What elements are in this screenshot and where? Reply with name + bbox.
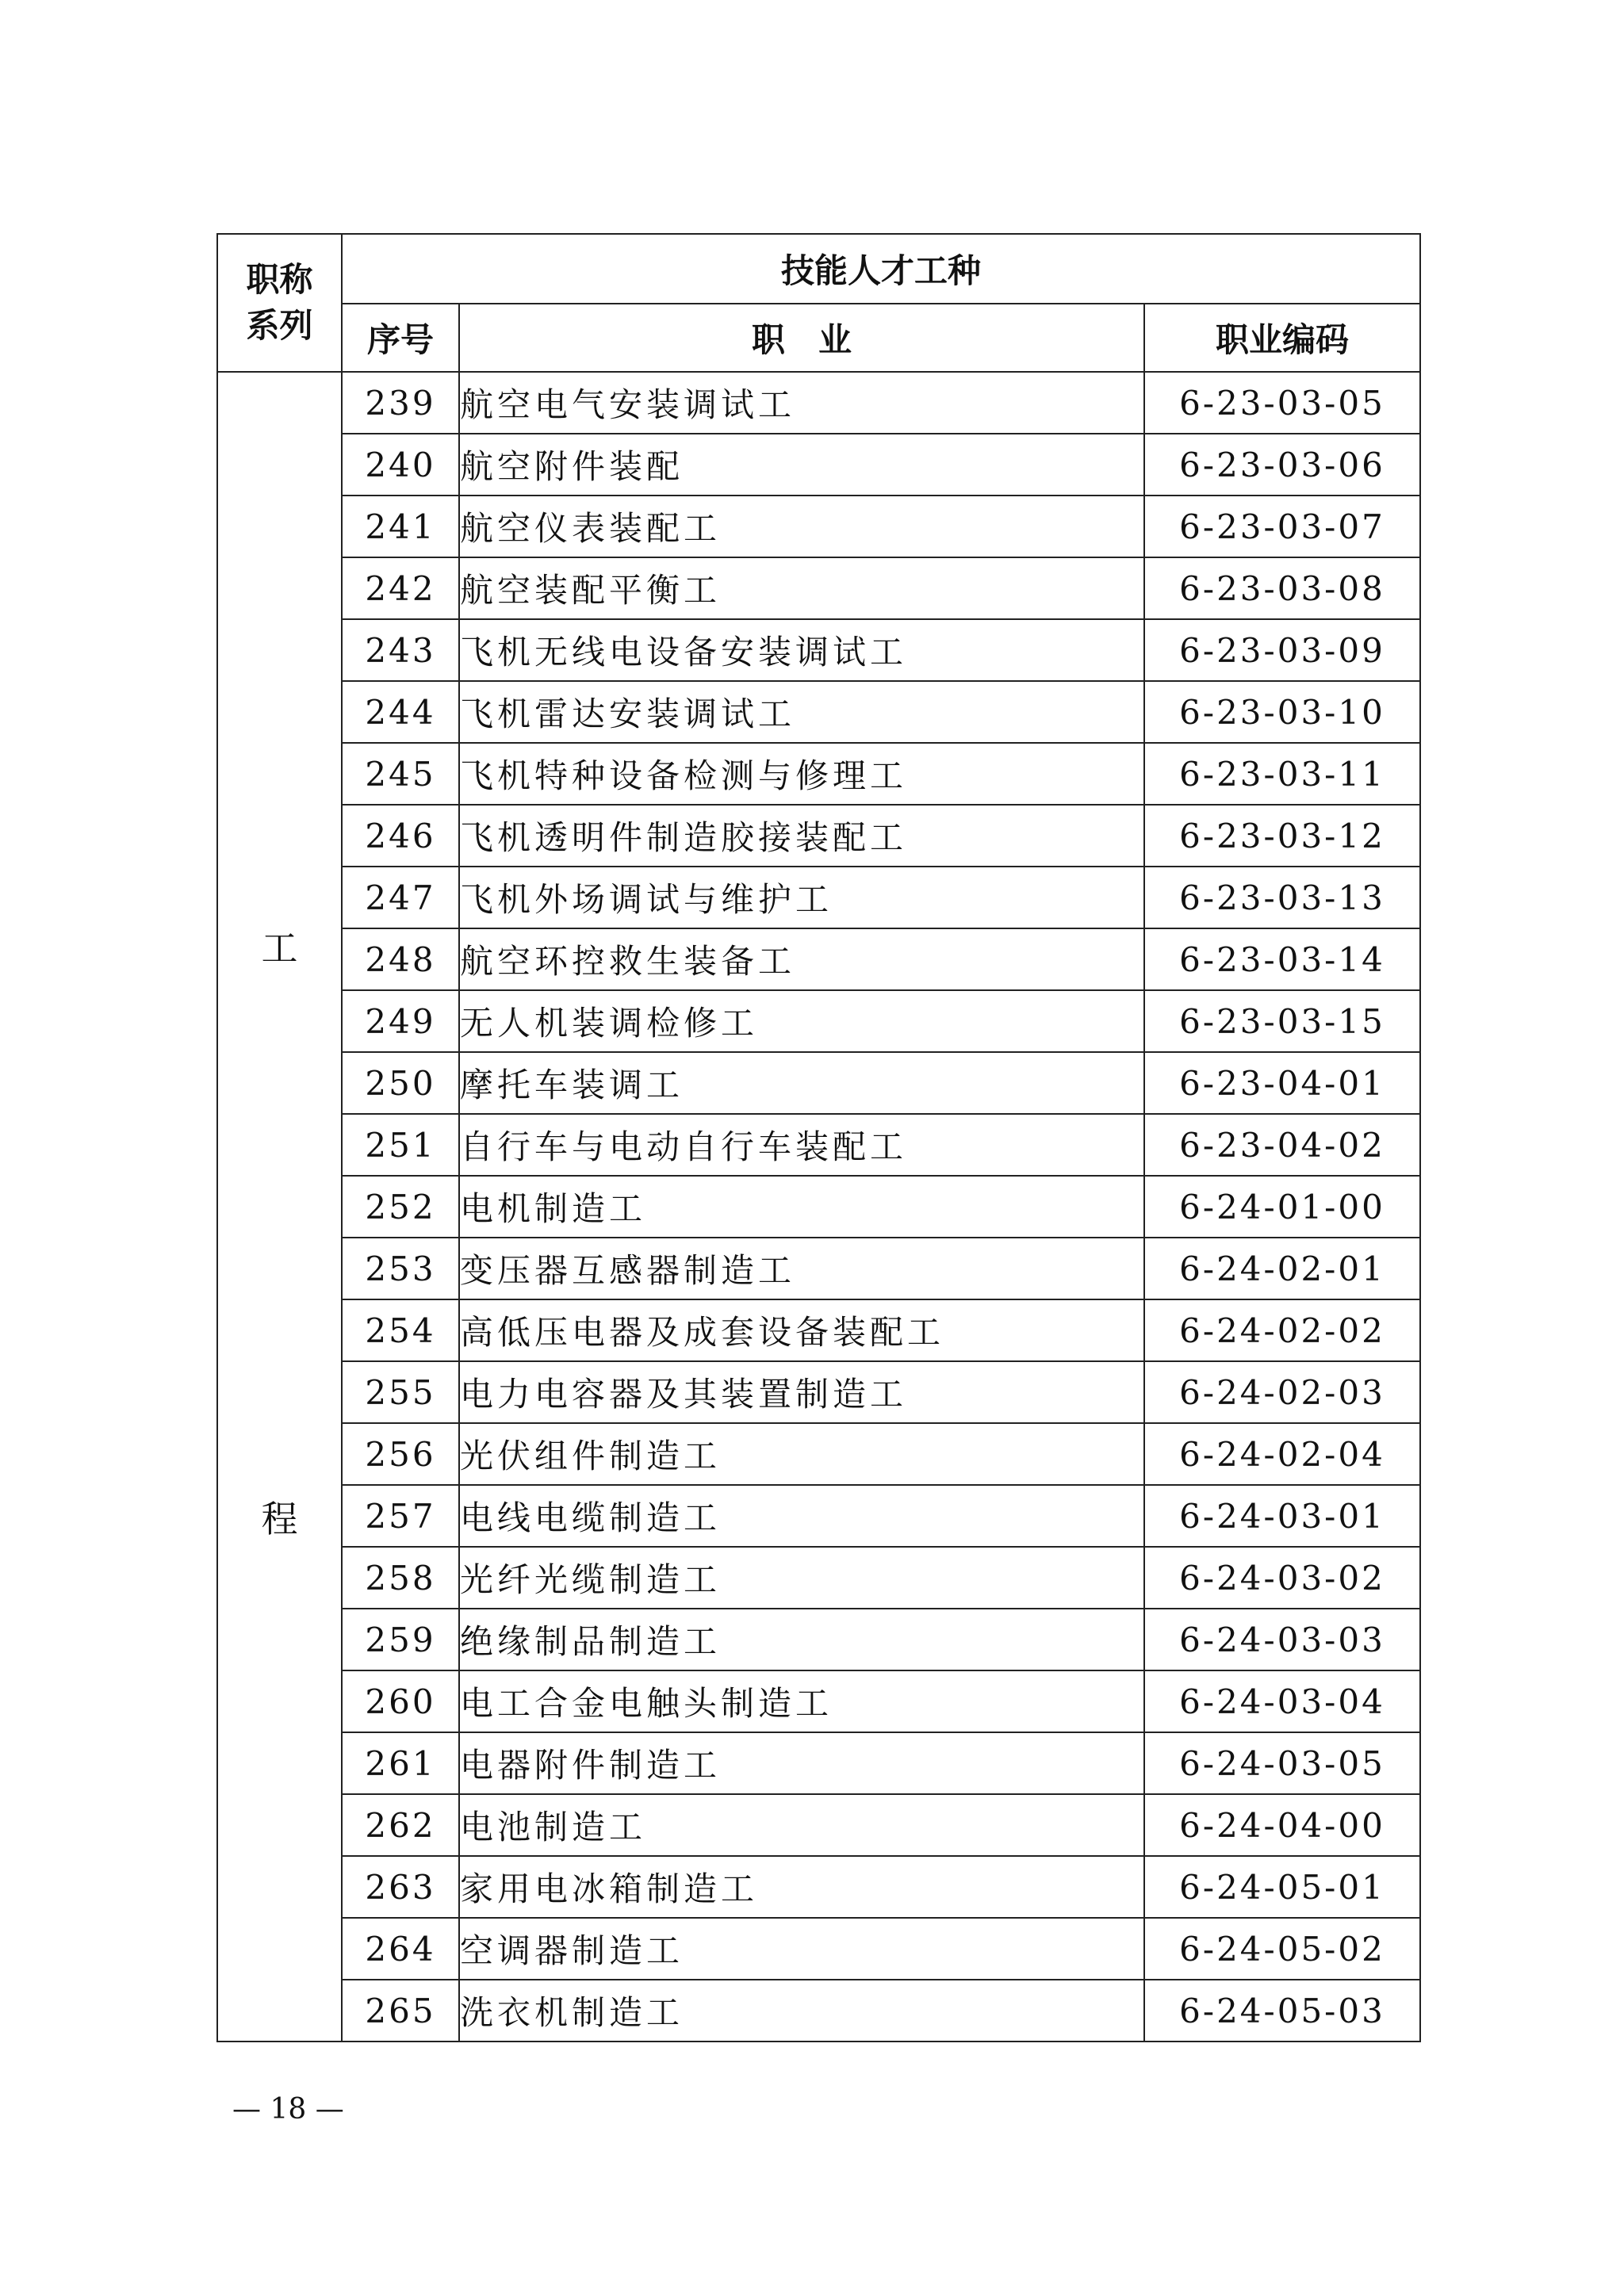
row-code: 6-23-03-09 bbox=[1144, 619, 1420, 681]
row-job: 飞机特种设备检测与修理工 bbox=[459, 743, 1144, 805]
occupation-table bbox=[216, 233, 1421, 2042]
row-job: 光纤光缆制造工 bbox=[459, 1547, 1144, 1609]
row-code: 6-24-05-02 bbox=[1144, 1918, 1420, 1980]
row-job: 航空环控救生装备工 bbox=[459, 928, 1144, 990]
row-job: 航空电气安装调试工 bbox=[459, 372, 1144, 434]
row-code: 6-23-04-02 bbox=[1144, 1114, 1420, 1176]
table-row bbox=[217, 496, 1420, 557]
row-job: 飞机雷达安装调试工 bbox=[459, 681, 1144, 743]
row-code: 6-23-03-06 bbox=[1144, 434, 1420, 496]
row-seq: 245 bbox=[342, 743, 459, 805]
table-row bbox=[217, 434, 1420, 496]
row-job: 飞机透明件制造胶接装配工 bbox=[459, 805, 1144, 867]
row-job: 光伏组件制造工 bbox=[459, 1423, 1144, 1485]
series-char-2: 程 bbox=[261, 1498, 298, 1540]
row-code: 6-24-03-04 bbox=[1144, 1670, 1420, 1732]
col-header-seq: 序号 bbox=[342, 304, 459, 372]
row-seq: 247 bbox=[342, 867, 459, 928]
row-job: 航空仪表装配工 bbox=[459, 496, 1144, 557]
row-code: 6-24-03-01 bbox=[1144, 1485, 1420, 1547]
table-row bbox=[217, 1794, 1420, 1856]
table-row bbox=[217, 619, 1420, 681]
row-job: 飞机无线电设备安装调试工 bbox=[459, 619, 1144, 681]
row-code: 6-23-03-12 bbox=[1144, 805, 1420, 867]
row-seq: 241 bbox=[342, 496, 459, 557]
row-code: 6-23-03-10 bbox=[1144, 681, 1420, 743]
table-row bbox=[217, 372, 1420, 434]
table-row bbox=[217, 1547, 1420, 1609]
row-seq: 253 bbox=[342, 1238, 459, 1299]
row-job: 电力电容器及其装置制造工 bbox=[459, 1361, 1144, 1423]
col-header-code: 职业编码 bbox=[1144, 304, 1420, 372]
row-code: 6-23-03-07 bbox=[1144, 496, 1420, 557]
row-seq: 244 bbox=[342, 681, 459, 743]
row-job: 电工合金电触头制造工 bbox=[459, 1670, 1144, 1732]
row-seq: 256 bbox=[342, 1423, 459, 1485]
table-row bbox=[217, 1732, 1420, 1794]
table-row bbox=[217, 1361, 1420, 1423]
table-row bbox=[217, 1299, 1420, 1361]
group-title: 技能人才工种 bbox=[342, 234, 1420, 304]
table-row bbox=[217, 805, 1420, 867]
series-header-line1: 职称 bbox=[246, 260, 313, 299]
row-seq: 258 bbox=[342, 1547, 459, 1609]
table-row bbox=[217, 990, 1420, 1052]
row-seq: 248 bbox=[342, 928, 459, 990]
row-seq: 255 bbox=[342, 1361, 459, 1423]
row-code: 6-24-02-02 bbox=[1144, 1299, 1420, 1361]
table-row bbox=[217, 1856, 1420, 1918]
row-code: 6-24-04-00 bbox=[1144, 1794, 1420, 1856]
row-job: 电机制造工 bbox=[459, 1176, 1144, 1238]
row-code: 6-24-03-02 bbox=[1144, 1547, 1420, 1609]
table-row bbox=[217, 1980, 1420, 2042]
row-code: 6-24-03-03 bbox=[1144, 1609, 1420, 1670]
table-row bbox=[217, 1609, 1420, 1670]
row-job: 航空装配平衡工 bbox=[459, 557, 1144, 619]
row-seq: 257 bbox=[342, 1485, 459, 1547]
row-code: 6-23-03-13 bbox=[1144, 867, 1420, 928]
series-header-line2: 系列 bbox=[246, 306, 313, 345]
table-row bbox=[217, 557, 1420, 619]
row-seq: 252 bbox=[342, 1176, 459, 1238]
series-cell bbox=[217, 372, 342, 2042]
row-job: 电线电缆制造工 bbox=[459, 1485, 1144, 1547]
row-code: 6-24-02-03 bbox=[1144, 1361, 1420, 1423]
row-seq: 263 bbox=[342, 1856, 459, 1918]
page-number: — 18 — bbox=[232, 2093, 344, 2126]
table-row bbox=[217, 928, 1420, 990]
table-row bbox=[217, 1485, 1420, 1547]
row-job: 电器附件制造工 bbox=[459, 1732, 1144, 1794]
table-row bbox=[217, 867, 1420, 928]
row-seq: 250 bbox=[342, 1052, 459, 1114]
row-seq: 260 bbox=[342, 1670, 459, 1732]
row-job: 变压器互感器制造工 bbox=[459, 1238, 1144, 1299]
row-seq: 254 bbox=[342, 1299, 459, 1361]
row-job: 空调器制造工 bbox=[459, 1918, 1144, 1980]
row-job: 自行车与电动自行车装配工 bbox=[459, 1114, 1144, 1176]
table-row bbox=[217, 681, 1420, 743]
row-job: 高低压电器及成套设备装配工 bbox=[459, 1299, 1144, 1361]
row-code: 6-23-03-11 bbox=[1144, 743, 1420, 805]
row-seq: 249 bbox=[342, 990, 459, 1052]
table-row bbox=[217, 743, 1420, 805]
row-seq: 262 bbox=[342, 1794, 459, 1856]
row-job: 洗衣机制造工 bbox=[459, 1980, 1144, 2042]
table-row bbox=[217, 1114, 1420, 1176]
row-job: 绝缘制品制造工 bbox=[459, 1609, 1144, 1670]
table-row bbox=[217, 1918, 1420, 1980]
row-code: 6-24-01-00 bbox=[1144, 1176, 1420, 1238]
row-code: 6-24-02-04 bbox=[1144, 1423, 1420, 1485]
table-row bbox=[217, 1176, 1420, 1238]
row-seq: 251 bbox=[342, 1114, 459, 1176]
row-seq: 242 bbox=[342, 557, 459, 619]
series-char-1: 工 bbox=[261, 927, 298, 970]
row-seq: 264 bbox=[342, 1918, 459, 1980]
col-header-job: 职 业 bbox=[459, 304, 1144, 372]
row-code: 6-24-02-01 bbox=[1144, 1238, 1420, 1299]
series-header bbox=[217, 234, 342, 372]
row-code: 6-23-03-15 bbox=[1144, 990, 1420, 1052]
table-body bbox=[217, 372, 1420, 2042]
row-seq: 239 bbox=[342, 372, 459, 434]
row-code: 6-24-03-05 bbox=[1144, 1732, 1420, 1794]
row-seq: 259 bbox=[342, 1609, 459, 1670]
table-row bbox=[217, 1423, 1420, 1485]
row-code: 6-23-03-05 bbox=[1144, 372, 1420, 434]
row-code: 6-23-04-01 bbox=[1144, 1052, 1420, 1114]
row-job: 电池制造工 bbox=[459, 1794, 1144, 1856]
row-code: 6-23-03-08 bbox=[1144, 557, 1420, 619]
table-row bbox=[217, 1670, 1420, 1732]
row-job: 摩托车装调工 bbox=[459, 1052, 1144, 1114]
row-seq: 265 bbox=[342, 1980, 459, 2042]
row-code: 6-23-03-14 bbox=[1144, 928, 1420, 990]
row-code: 6-24-05-03 bbox=[1144, 1980, 1420, 2042]
table-row bbox=[217, 1052, 1420, 1114]
row-job: 家用电冰箱制造工 bbox=[459, 1856, 1144, 1918]
row-seq: 243 bbox=[342, 619, 459, 681]
row-job: 航空附件装配 bbox=[459, 434, 1144, 496]
table-row bbox=[217, 1238, 1420, 1299]
row-seq: 246 bbox=[342, 805, 459, 867]
row-job: 飞机外场调试与维护工 bbox=[459, 867, 1144, 928]
row-seq: 261 bbox=[342, 1732, 459, 1794]
row-job: 无人机装调检修工 bbox=[459, 990, 1144, 1052]
row-code: 6-24-05-01 bbox=[1144, 1856, 1420, 1918]
row-seq: 240 bbox=[342, 434, 459, 496]
